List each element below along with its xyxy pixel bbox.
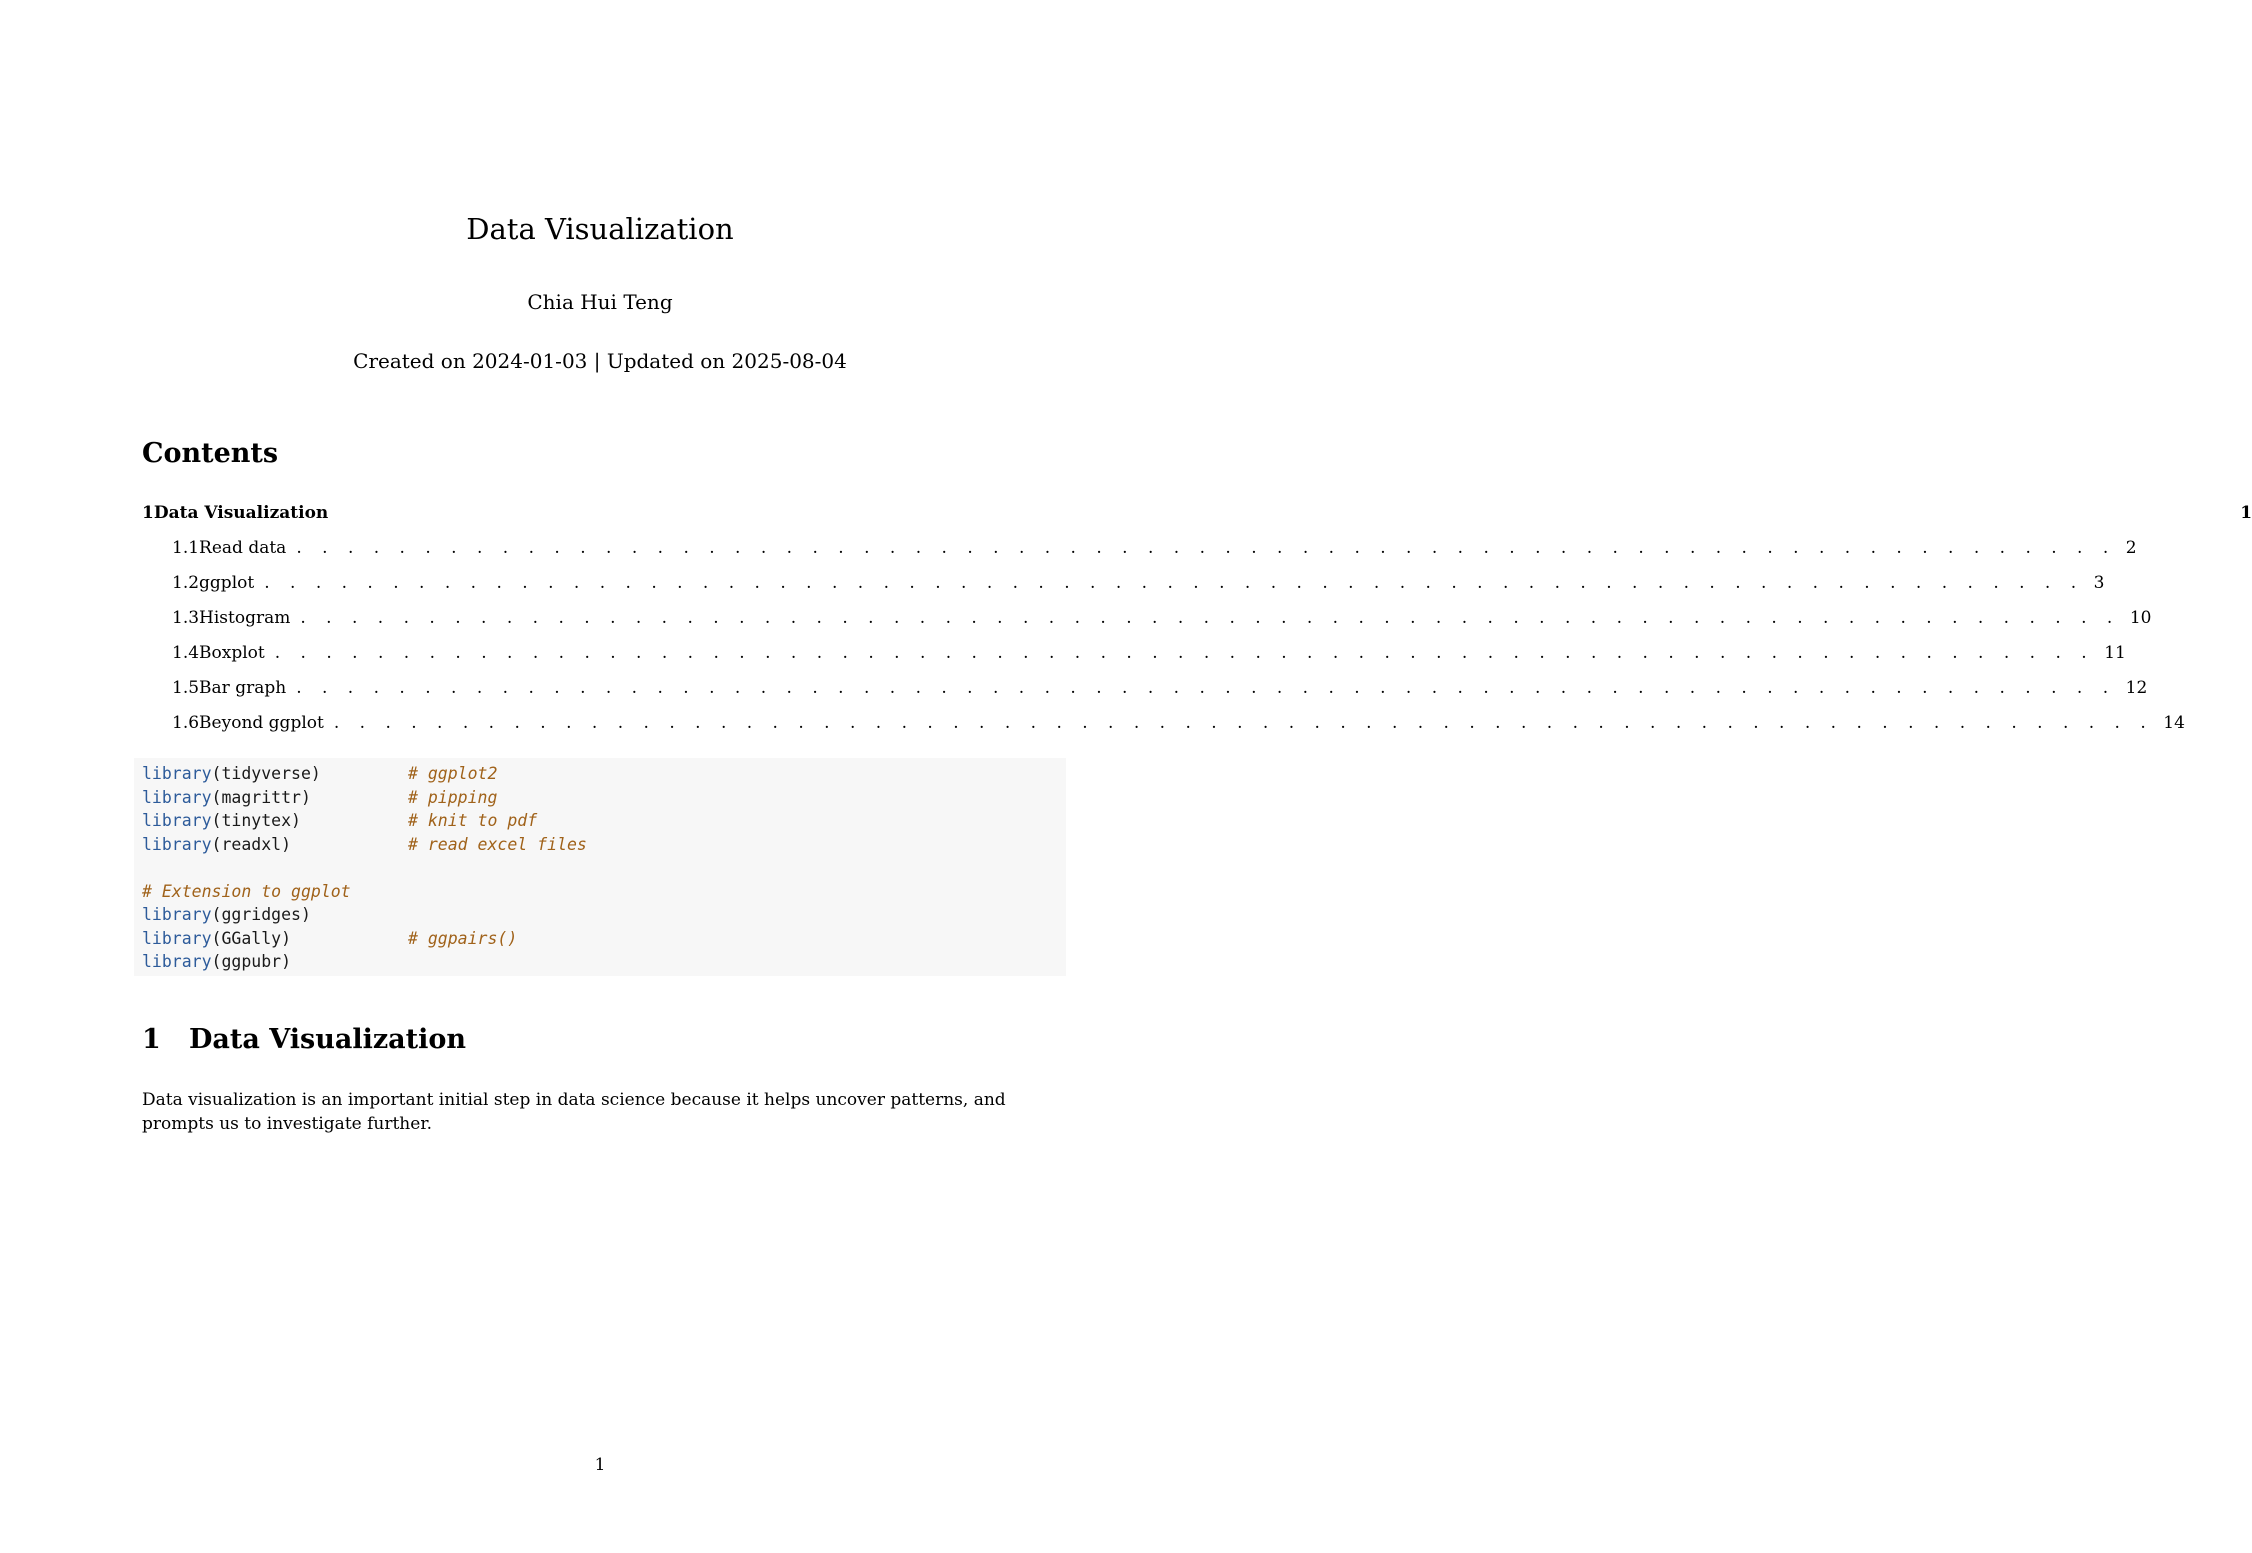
toc-entry-label: Beyond ggplot <box>199 713 324 733</box>
page-number: 1 <box>594 1455 606 1475</box>
code-comment: # ggpairs() <box>408 928 518 948</box>
code-argument: (ggpubr) <box>211 952 292 971</box>
code-block <box>134 758 1066 976</box>
toc-entry[interactable] <box>142 538 2137 564</box>
code-line <box>142 905 311 929</box>
section-title: Data Visualization <box>189 1024 467 1055</box>
toc-entry[interactable] <box>142 608 2152 634</box>
code-function: library <box>142 952 212 971</box>
code-comment: # Extension to ggplot <box>142 881 351 901</box>
toc-entry-number: 1.3 <box>172 608 200 628</box>
section-heading <box>142 1024 466 1055</box>
contents-heading: Contents <box>142 438 279 469</box>
toc-entry[interactable] <box>142 573 2105 599</box>
document-title: Data Visualization <box>466 212 734 246</box>
code-comment: # ggplot2 <box>408 764 498 783</box>
toc-entry-number: 1.1 <box>172 538 200 558</box>
toc-leader-dots: . . . . . . . . . . . . . . . . . . . . . . . . . . . . . . . . . . . . . . . . . . . . . . . . . . . . . . . . . . . . . . . . . . . . . . . <box>264 573 2084 593</box>
toc-entry-label: Data Visualization <box>153 503 329 523</box>
toc-entry-page: 12 <box>2125 678 2148 698</box>
code-argument: (tinytex) <box>211 811 301 830</box>
code-line <box>142 787 498 812</box>
code-line <box>142 952 291 976</box>
code-function: library <box>142 811 212 830</box>
toc-entry[interactable] <box>142 643 2126 669</box>
toc-entry-number: 1.2 <box>172 573 200 593</box>
code-argument: (readxl) <box>211 834 292 854</box>
toc-leader-dots: . . . . . . . . . . . . . . . . . . . . . . . . . . . . . . . . . . . . . . . . . . . . . . . . . . . . . . . . . . . . . . . . . . . . . . . <box>296 538 2116 558</box>
toc-entry-page: 10 <box>2129 608 2152 628</box>
toc-entry-number: 1.4 <box>172 643 200 663</box>
code-function: library <box>142 905 212 924</box>
code-line <box>142 811 538 835</box>
toc-entry-number: 1.5 <box>172 678 200 698</box>
code-line <box>142 764 498 788</box>
toc-entry[interactable] <box>142 503 2252 529</box>
code-argument: (ggridges) <box>211 905 311 924</box>
code-line <box>142 928 518 953</box>
code-argument: (tidyverse) <box>211 764 321 783</box>
code-line <box>142 834 587 859</box>
document-author: Chia Hui Teng <box>527 290 673 314</box>
code-argument: (GGally) <box>211 928 292 948</box>
toc-entry[interactable] <box>142 713 2185 739</box>
toc-entry-page: 1 <box>2240 503 2252 523</box>
toc-leader-dots: . . . . . . . . . . . . . . . . . . . . . . . . . . . . . . . . . . . . . . . . . . . . . . . . . . . . . . . . . . . . . . . . . . . . . . . <box>274 643 2095 663</box>
toc-entry-label: Histogram <box>199 608 291 628</box>
document-date-line: Created on 2024-01-03 | Updated on 2025-08-04 <box>353 349 847 373</box>
toc-entry-number: 1 <box>142 503 154 523</box>
code-comment: # read excel files <box>408 834 587 854</box>
toc-entry-page: 11 <box>2104 643 2126 663</box>
code-function: library <box>142 787 212 807</box>
toc-entry-page: 3 <box>2093 573 2105 593</box>
toc-entry-label: ggplot <box>199 573 255 593</box>
code-line <box>142 882 351 906</box>
section-body-text: Data visualization is an important initial step in data science because it helps uncover patterns, and prompts us to investigate further. <box>142 1090 1006 1134</box>
toc-entry[interactable] <box>142 678 2148 704</box>
toc-entry-number: 1.6 <box>172 713 200 733</box>
toc-entry-label: Bar graph <box>199 678 287 698</box>
code-function: library <box>142 764 212 783</box>
toc-entry-label: Boxplot <box>199 643 265 663</box>
toc-leader-dots: . . . . . . . . . . . . . . . . . . . . . . . . . . . . . . . . . . . . . . . . . . . . . . . . . . . . . . . . . . . . . . . . . . . . . . . <box>333 713 2154 733</box>
toc-leader-dots: . . . . . . . . . . . . . . . . . . . . . . . . . . . . . . . . . . . . . . . . . . . . . . . . . . . . . . . . . . . . . . . . . . . . . . . <box>296 678 2116 698</box>
section-number: 1 <box>142 1024 161 1055</box>
code-argument: (magrittr) <box>211 787 311 807</box>
code-function: library <box>142 834 212 854</box>
toc-entry-page: 14 <box>2163 713 2185 733</box>
toc-entry-label: Read data <box>199 538 287 558</box>
code-function: library <box>142 928 212 948</box>
toc-leader-dots: . . . . . . . . . . . . . . . . . . . . . . . . . . . . . . . . . . . . . . . . . . . . . . . . . . . . . . . . . . . . . . . . . . . . . . . <box>300 608 2120 628</box>
toc-entry-page: 2 <box>2125 538 2137 558</box>
code-comment: # pipping <box>408 787 498 807</box>
code-comment: # knit to pdf <box>408 811 538 830</box>
